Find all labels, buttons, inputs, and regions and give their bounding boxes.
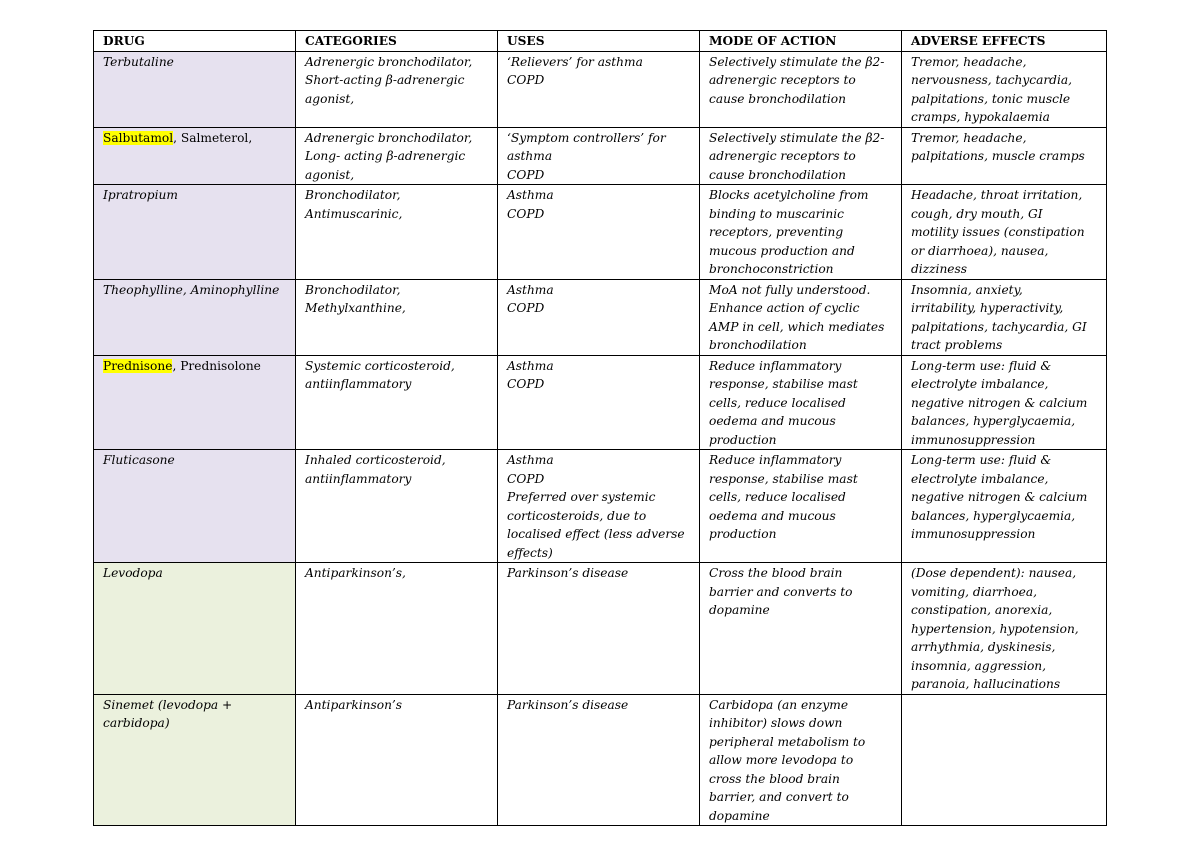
drug-name: carbidopa)	[103, 716, 170, 730]
uses-cell	[498, 355, 700, 450]
table-row	[94, 694, 1107, 826]
drug-name: Ipratropium	[103, 188, 178, 202]
cell-line: COPD	[507, 301, 545, 315]
cell-line: oedema and mucous	[709, 414, 836, 428]
cell-line: AMP in cell, which mediates	[709, 319, 885, 334]
cell-line: Long-term use: fluid &	[911, 453, 1052, 467]
cell-line: irritability, hyperactivity,	[911, 301, 1064, 315]
cell-line: Blocks acetylcholine from	[709, 188, 869, 202]
cell-line: MoA not fully understood.	[709, 282, 871, 297]
cell-line: barrier, and convert to	[709, 790, 849, 804]
uses-cell	[498, 51, 700, 127]
cell-line: Asthma	[507, 358, 554, 373]
cell-line: Asthma	[507, 188, 554, 202]
cell-line: Preferred over systemic	[507, 490, 656, 504]
cell-line: cramps, hypokalaemia	[911, 110, 1050, 124]
cell-line: balances, hyperglycaemia,	[911, 508, 1076, 523]
header-row	[94, 31, 1107, 52]
table-row	[94, 185, 1107, 280]
cell-line: Bronchodilator,	[305, 188, 401, 202]
drug-name: Theophylline, Aminophylline	[103, 282, 280, 297]
cell-line: cough, dry mouth, GI	[911, 206, 1043, 221]
cell-line: cells, reduce localised	[709, 490, 846, 504]
drug-cell	[94, 355, 296, 450]
cell-line: electrolyte imbalance,	[911, 377, 1049, 391]
cell-line: vomiting, diarrhoea,	[911, 584, 1038, 599]
cell-line: Short-acting β-adrenergic	[305, 73, 465, 87]
cell-line: Asthma	[507, 282, 554, 297]
header-mode-of-action: MODE OF ACTION	[700, 31, 902, 52]
cell-line: effects)	[507, 545, 553, 560]
cell-line: constipation, anorexia,	[911, 603, 1053, 617]
cell-line: Parkinson’s disease	[507, 697, 629, 712]
table-row	[94, 355, 1107, 450]
table-row	[94, 563, 1107, 695]
mode-of-action-cell	[700, 355, 902, 450]
cell-line: COPD	[507, 471, 545, 486]
uses-cell	[498, 563, 700, 695]
cell-line: antiinflammatory	[305, 471, 412, 486]
drug-cell	[94, 185, 296, 280]
header-categories: CATEGORIES	[296, 31, 498, 52]
cell-line: Carbidopa (an enzyme	[709, 697, 849, 712]
cell-line: Bronchodilator,	[305, 282, 401, 297]
highlighted-drug-name: Salbutamol	[103, 130, 174, 145]
cell-line: Adrenergic bronchodilator,	[305, 54, 473, 69]
mode-of-action-cell	[700, 51, 902, 127]
uses-cell	[498, 450, 700, 563]
cell-line: paranoia, hallucinations	[911, 677, 1061, 691]
cell-line: agonist,	[305, 91, 355, 106]
cell-line: cross the blood brain	[709, 771, 840, 786]
table-row	[94, 279, 1107, 355]
categories-cell	[296, 185, 498, 280]
mode-of-action-cell	[700, 694, 902, 826]
cell-line: antiinflammatory	[305, 377, 412, 391]
cell-line: bronchoconstriction	[709, 262, 834, 276]
cell-line: Long-term use: fluid &	[911, 358, 1052, 373]
cell-line: Asthma	[507, 453, 554, 467]
cell-line: insomnia, aggression,	[911, 658, 1047, 673]
header-adverse-effects: ADVERSE EFFECTS	[902, 31, 1107, 52]
cell-line: receptors, preventing	[709, 225, 844, 239]
cell-line: asthma	[507, 149, 553, 163]
mode-of-action-cell	[700, 563, 902, 695]
cell-line: Selectively stimulate the β2-	[709, 130, 885, 145]
header-drug: DRUG	[94, 31, 296, 52]
cell-line: Headache, throat irritation,	[911, 188, 1083, 202]
drug-table	[93, 30, 1107, 826]
cell-line: allow more levodopa to	[709, 753, 854, 767]
cell-line: COPD	[507, 167, 545, 182]
cell-line: ‘Relievers’ for asthma	[507, 54, 643, 69]
categories-cell	[296, 450, 498, 563]
mode-of-action-cell	[700, 185, 902, 280]
categories-cell	[296, 694, 498, 826]
cell-line: inhibitor) slows down	[709, 716, 843, 730]
drug-name: , Prednisolone	[172, 358, 261, 373]
drug-name: Levodopa	[103, 566, 163, 580]
cell-line: tract problems	[911, 338, 1003, 352]
cell-line: mucous production and	[709, 243, 855, 258]
cell-line: production	[709, 432, 777, 447]
drug-cell	[94, 279, 296, 355]
cell-line: Tremor, headache,	[911, 130, 1027, 145]
cell-line: Reduce inflammatory	[709, 453, 842, 467]
cell-line: dizziness	[911, 262, 968, 276]
uses-cell	[498, 185, 700, 280]
drug-name: Sinemet (levodopa +	[103, 697, 233, 712]
cell-line: Insomnia, anxiety,	[911, 282, 1023, 297]
cell-line: hypertension, hypotension,	[911, 621, 1079, 636]
drug-cell	[94, 563, 296, 695]
drug-cell	[94, 694, 296, 826]
table-row	[94, 127, 1107, 185]
categories-cell	[296, 563, 498, 695]
categories-cell	[296, 51, 498, 127]
cell-line: Tremor, headache,	[911, 54, 1027, 69]
mode-of-action-cell	[700, 127, 902, 185]
cell-line: COPD	[507, 73, 545, 87]
cell-line: Selectively stimulate the β2-	[709, 54, 885, 69]
drug-name: , Salmeterol,	[173, 130, 253, 145]
cell-line: (Dose dependent): nausea,	[911, 566, 1077, 580]
cell-line: cause bronchodilation	[709, 167, 846, 182]
cell-line: COPD	[507, 377, 545, 391]
adverse-effects-cell	[902, 694, 1107, 826]
cell-line: dopamine	[709, 808, 770, 823]
cell-line: Methylxanthine,	[305, 301, 406, 315]
cell-line: balances, hyperglycaemia,	[911, 414, 1076, 428]
cell-line: barrier and converts to	[709, 584, 853, 599]
cell-line: arrhythmia, dyskinesis,	[911, 640, 1056, 654]
uses-cell	[498, 127, 700, 185]
cell-line: binding to muscarinic	[709, 206, 844, 221]
drug-name: Fluticasone	[103, 453, 175, 467]
cell-line: oedema and mucous	[709, 508, 836, 523]
categories-cell	[296, 355, 498, 450]
adverse-effects-cell	[902, 563, 1107, 695]
cell-line: adrenergic receptors to	[709, 149, 856, 163]
table-body	[94, 51, 1107, 826]
cell-line: Antimuscarinic,	[305, 206, 403, 221]
cell-line: bronchodilation	[709, 338, 807, 352]
uses-cell	[498, 694, 700, 826]
adverse-effects-cell	[902, 127, 1107, 185]
cell-line: agonist,	[305, 167, 355, 182]
cell-line: adrenergic receptors to	[709, 73, 856, 87]
cell-line: ‘Symptom controllers’ for	[507, 130, 666, 145]
cell-line: negative nitrogen & calcium	[911, 490, 1088, 504]
cell-line: Reduce inflammatory	[709, 358, 842, 373]
table-row	[94, 450, 1107, 563]
cell-line: Long- acting β-adrenergic	[305, 149, 466, 163]
cell-line: immunosuppression	[911, 527, 1036, 541]
highlighted-drug-name: Prednisone	[103, 358, 173, 373]
cell-line: immunosuppression	[911, 432, 1036, 447]
cell-line: Cross the blood brain	[709, 566, 843, 580]
cell-line: corticosteroids, due to	[507, 508, 647, 523]
cell-line: negative nitrogen & calcium	[911, 395, 1088, 410]
adverse-effects-cell	[902, 51, 1107, 127]
drug-cell	[94, 51, 296, 127]
cell-line: cells, reduce localised	[709, 395, 846, 410]
cell-line: Inhaled corticosteroid,	[305, 453, 446, 467]
cell-line: electrolyte imbalance,	[911, 471, 1049, 486]
cell-line: palpitations, muscle cramps	[911, 149, 1085, 163]
adverse-effects-cell	[902, 185, 1107, 280]
cell-line: palpitations, tachycardia, GI	[911, 319, 1087, 334]
cell-line: response, stabilise mast	[709, 377, 858, 391]
cell-line: dopamine	[709, 603, 770, 617]
adverse-effects-cell	[902, 279, 1107, 355]
cell-line: localised effect (less adverse	[507, 527, 685, 541]
drug-name: Terbutaline	[103, 54, 174, 69]
drug-cell	[94, 127, 296, 185]
cell-line: Antiparkinson’s	[305, 697, 403, 712]
cell-line: cause bronchodilation	[709, 91, 846, 106]
categories-cell	[296, 127, 498, 185]
uses-cell	[498, 279, 700, 355]
adverse-effects-cell	[902, 355, 1107, 450]
cell-line: Antiparkinson’s,	[305, 566, 406, 580]
cell-line: motility issues (constipation	[911, 225, 1085, 239]
cell-line: response, stabilise mast	[709, 471, 858, 486]
cell-line: Enhance action of cyclic	[709, 301, 860, 315]
cell-line: COPD	[507, 206, 545, 221]
cell-line: palpitations, tonic muscle	[911, 91, 1071, 106]
drug-cell	[94, 450, 296, 563]
cell-line: Adrenergic bronchodilator,	[305, 130, 473, 145]
cell-line: peripheral metabolism to	[709, 734, 866, 749]
table-row	[94, 51, 1107, 127]
mode-of-action-cell	[700, 450, 902, 563]
adverse-effects-cell	[902, 450, 1107, 563]
cell-line: production	[709, 527, 777, 541]
cell-line: Parkinson’s disease	[507, 566, 629, 580]
mode-of-action-cell	[700, 279, 902, 355]
cell-line: or diarrhoea), nausea,	[911, 243, 1049, 258]
categories-cell	[296, 279, 498, 355]
header-uses: USES	[498, 31, 700, 52]
cell-line: Systemic corticosteroid,	[305, 358, 455, 373]
cell-line: nervousness, tachycardia,	[911, 73, 1073, 87]
